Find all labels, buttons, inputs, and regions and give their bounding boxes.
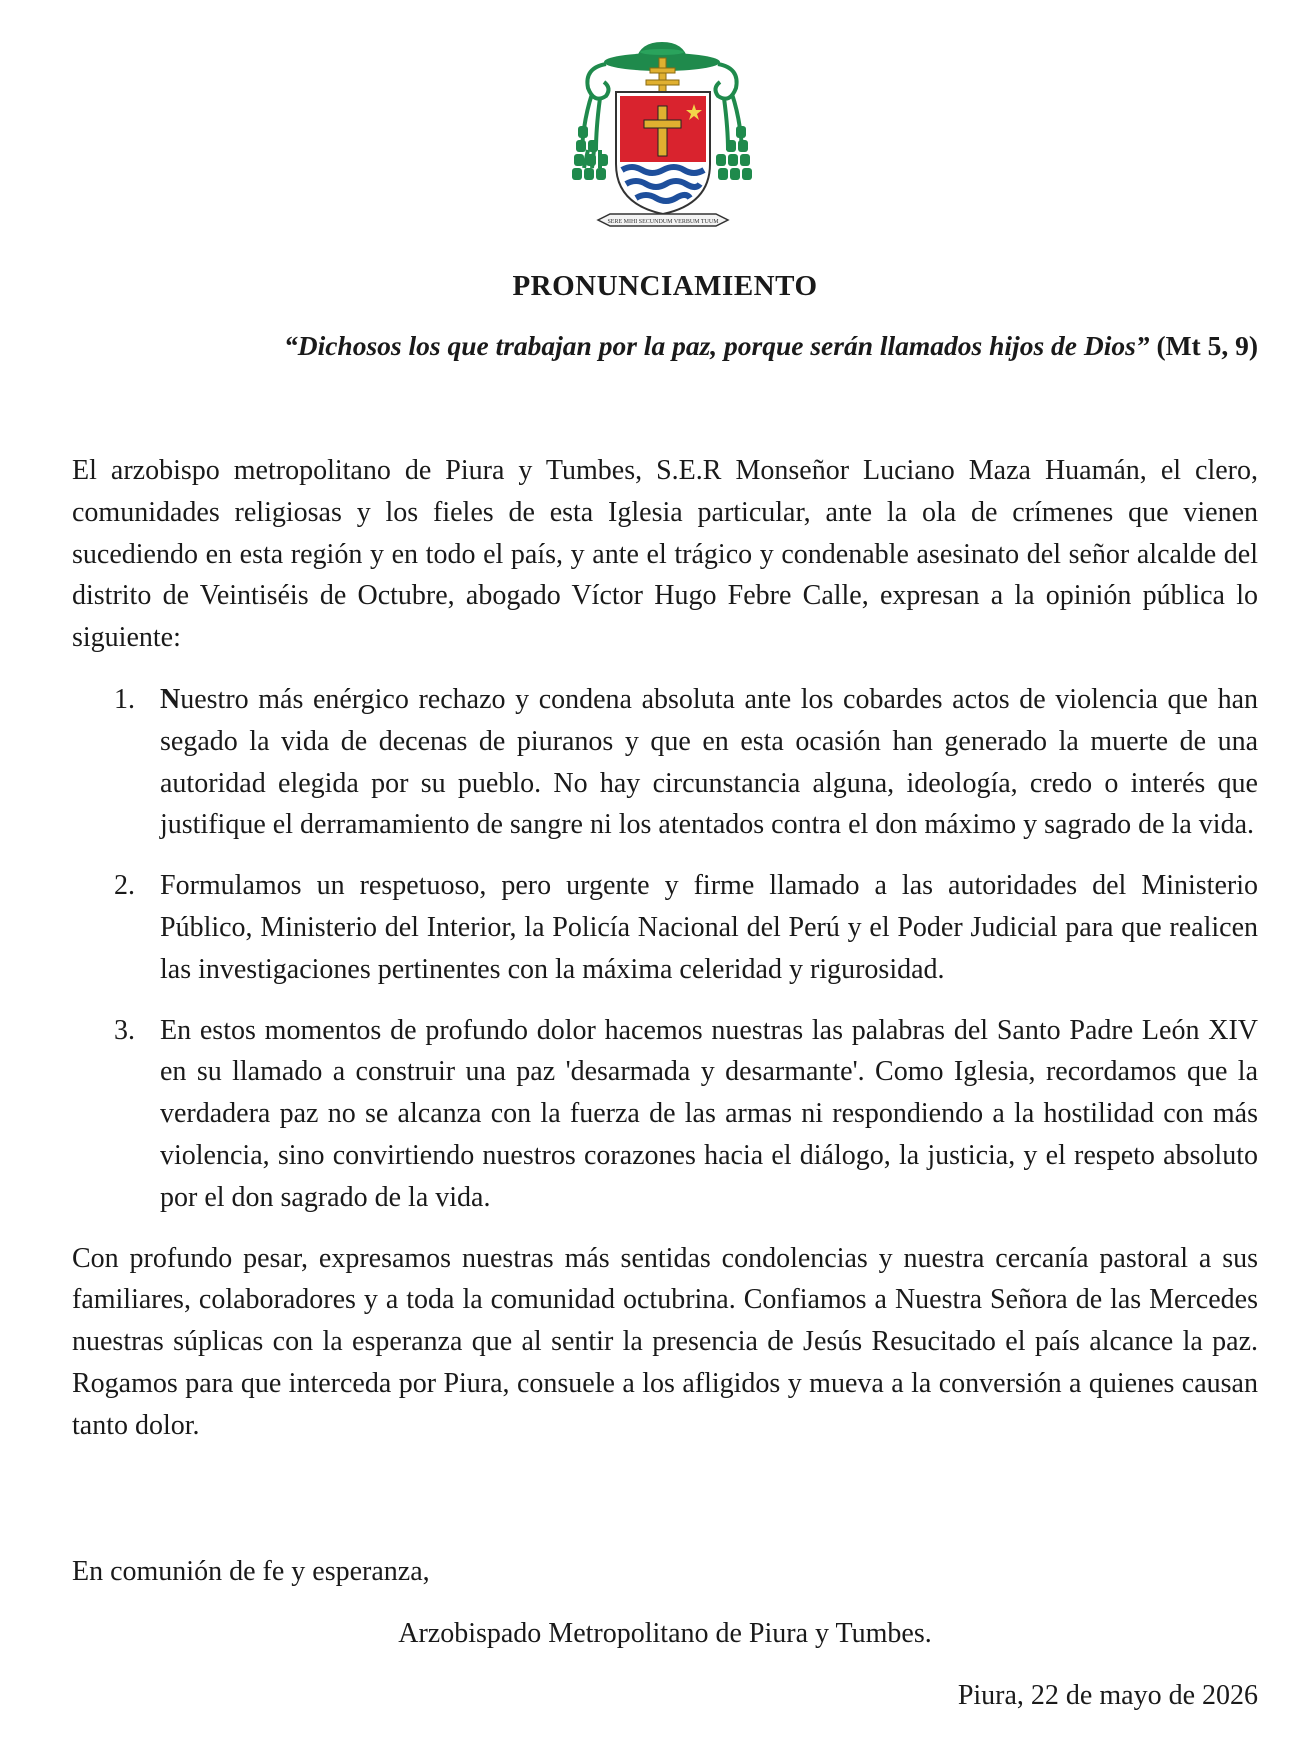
closing-paragraph: Con profundo pesar, expresamos nuestras más sentidas condolencias y nuestra cercanía pastoral a sus familiares, colaboradores y a toda la comunidad octubrina. Confiamos a Nuestra Señora de las Mercedes nuestras súplicas con la esperanza que al sentir la presencia de Jesús Resucitado el país alcance la paz. Rogamos para que interceda por Piura, consuele a los afligidos y mueva a la conversión a quienes causan tanto dolor.: [72, 1242, 1258, 1441]
epigraph-quote: “Dichosos los que trabajan por la paz, porque serán llamados hijos de Dios”: [283, 330, 1150, 361]
epigraph: [284, 330, 1258, 362]
list-item-number: 1.: [114, 683, 135, 715]
motto-text: SERE MIHI SECUNDUM VERBUM TUUM: [607, 219, 719, 225]
numbered-list: [72, 679, 1258, 1219]
list-item-text: Formulamos un respetuoso, pero urgente y firme llamado a las autoridades del Ministerio Público, Ministerio del Interior, la Policía Nacional del Perú y el Poder Judicial para que realicen las investigaciones pertinentes con la máxima celeridad y rigurosidad.: [160, 870, 1258, 985]
coat-of-arms-icon: [570, 38, 755, 243]
document-body: [72, 450, 1258, 1447]
greeting: En comunión de fe y esperanza,: [72, 1556, 430, 1587]
shield: [616, 92, 710, 214]
signature: Arzobispado Metropolitano de Piura y Tumbes.: [398, 1618, 932, 1649]
list-item: [72, 679, 1258, 846]
left-tassels: [572, 126, 608, 180]
list-item-text: En estos momentos de profundo dolor hacemos nuestras las palabras del Santo Padre León XIV en su llamado a construir una paz 'desarmada y desarmante'. Como Iglesia, recordamos que la verdadera paz no se alcanza con la fuerza de las armas ni respondiendo a la hostilidad con más violencia, sino convirtiendo nuestros corazones hacia el diálogo, la justicia, y el respeto absoluto por el don sagrado de la vida.: [160, 1014, 1258, 1213]
motto-ribbon: [598, 214, 728, 226]
list-item-text: uestro más enérgico rechazo y condena absoluta ante los cobardes actos de violencia que han segado la vida de decenas de piuranos y que en esta ocasión han generado la muerte de una autoridad elegida por su pueblo. No hay circunstancia alguna, ideología, credo o interés que justifique el derramamiento de sangre ni los atentados contra el don máximo y sagrado de la vida.: [160, 683, 1258, 841]
list-item-number: 3.: [114, 1014, 135, 1046]
document-title: PRONUNCIAMIENTO: [512, 270, 818, 302]
dateline: Piura, 22 de mayo de 2026: [957, 1680, 1258, 1711]
epigraph-reference: (Mt 5, 9): [1156, 330, 1258, 361]
intro-paragraph: El arzobispo metropolitano de Piura y Tumbes, S.E.R Monseñor Luciano Maza Huamán, el clero, comunidades religiosas y los fieles de esta Iglesia particular, ante la ola de crímenes que vienen sucediendo en esta región y en todo el país, y ante el trágico y condenable asesinato del señor alcalde del distrito de Veintiséis de Octubre, abogado Víctor Hugo Febre Calle, expresan a la opinión pública lo siguiente:: [72, 455, 1258, 654]
list-item: [72, 865, 1258, 990]
list-item-number: 2.: [114, 870, 135, 902]
drop-letter: N: [160, 683, 181, 715]
left-cords: [582, 64, 609, 168]
right-tassels: [716, 126, 752, 180]
list-item: [72, 1010, 1258, 1219]
